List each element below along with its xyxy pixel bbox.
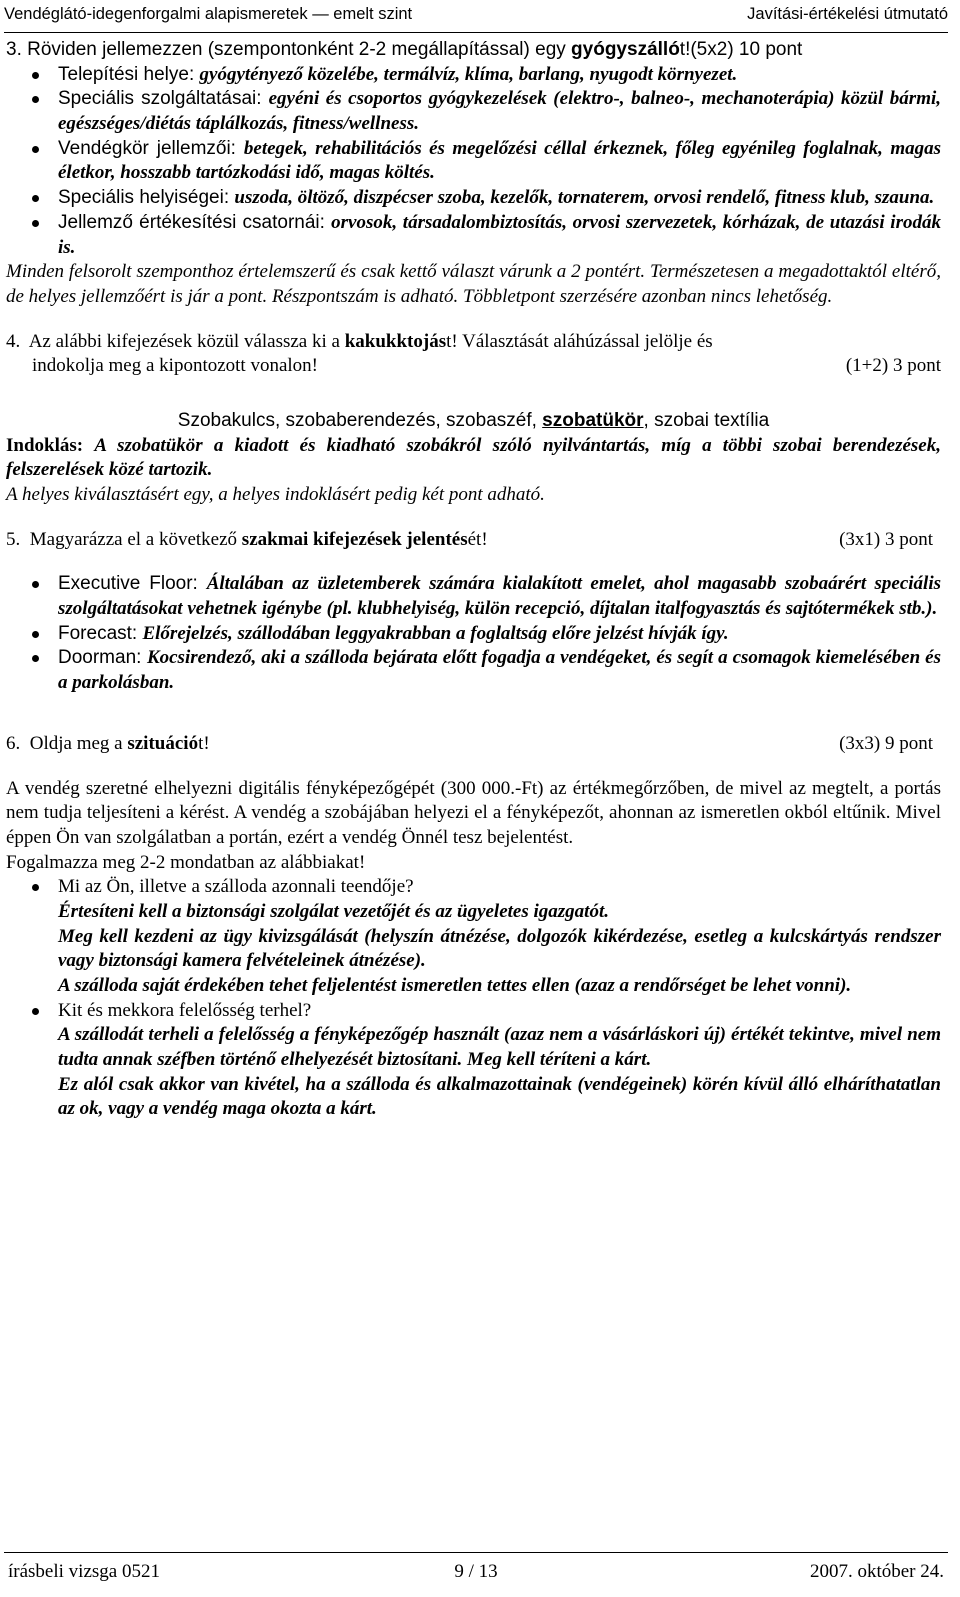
question-3-prompt: 3. Röviden jellemezzen (szempontonként 2-2 megállapítással) egy gyógyszállót!(5x2) 10 pont — [6, 39, 803, 60]
question-5-prompt: 5. Magyarázza el a következő szakmai kifejezések jelentését! (3x1) 3 pont — [6, 528, 941, 553]
question-6 — [6, 732, 941, 1122]
list-item: Telepítési helye: gyógytényező közelébe, termálvíz, klíma, barlang, nyugodt környezet. — [26, 63, 941, 88]
question-5 — [6, 528, 941, 696]
question-3-list — [26, 63, 941, 261]
question-5-list — [26, 572, 941, 695]
question-6-task: Fogalmazza meg 2-2 mondatban az alábbiakat! — [6, 851, 366, 873]
question-3-number: 3. — [6, 39, 22, 60]
question-6-list — [26, 875, 941, 1122]
question-4-reason: Indoklás: A szobatükör a kiadott és kiadható szobákról szóló nyilvántartás, míg a többi szobai berendezések, felszerelések közé tartozik. — [6, 434, 941, 481]
page-header — [4, 0, 948, 28]
question-4-line2: indokolja meg a kipontozott vonalon! (1+2) 3 pont — [6, 354, 941, 379]
question-3 — [6, 38, 941, 310]
list-item: Speciális szolgáltatásai: egyéni és csoportos gyógykezelések (elektro-, balneo-, mechanoterápia) közül bármi, egészséges/diétás táplálkozás, fitness/wellness. — [26, 87, 941, 136]
question-5-points: (3x1) 3 pont — [839, 528, 933, 550]
list-item: Speciális helyiségei: uszoda, öltöző, diszpécser szoba, kezelők, tornaterem, orvosi rendelő, fitness klub, szauna. — [26, 186, 941, 211]
question-6-number: 6. — [6, 732, 21, 754]
question-3-scoring-note: Minden felsorolt szemponthoz értelemszerű és csak kettő választ várunk a 2 pontért. Természetesen a megadottaktól eltérő, de helyes jellemzőért is jár a pont. Részpontszám is adható. Többletpont szerzésére azonban nincs lehetőség. — [6, 261, 941, 307]
list-item: Kit és mekkora felelősség terhel? A szállodát terheli a felelősség a fényképezőgép használt (azaz nem a vásárláskori új) értékét tekintve, mivel nem tudta annak széfben történő elhelyezését biztosítani. Meg kell téríteni a kárt. Ez alól csak akkor van kivétel, ha a szálloda és alkalmazottainak (vendégeinek) körén kívül álló elháríthatatlan az ok, vagy a vendég maga okozta a kárt. — [26, 999, 941, 1122]
question-4-options: Szobakulcs, szobaberendezés, szobaszéf, szobatükör, szobai textília — [177, 409, 770, 431]
question-4-number: 4. — [6, 330, 21, 352]
list-item: Vendégkör jellemzői: betegek, rehabilitációs és megelőzési céllal érkeznek, főleg egyénileg foglalnak, magas életkor, hosszabb tartózkodási idő, magas költés. — [26, 137, 941, 186]
list-item: Doorman: Kocsirendező, aki a szálloda bejárata előtt fogadja a vendégeket, és segít a csomagok kiemelésében és a parkolásban. — [26, 646, 941, 695]
footer-page-number: 9 / 13 — [454, 1561, 498, 1582]
question-5-number: 5. — [6, 528, 21, 550]
footer-exam-code: írásbeli vizsga 0521 — [8, 1561, 160, 1582]
list-item: Jellemző értékesítési csatornái: orvosok, társadalombiztosítás, orvosi szervezetek, kórházak, de utazási irodák is. — [26, 211, 941, 260]
header-guide-label: Javítási-értékelési útmutató — [747, 5, 948, 23]
page-footer — [8, 1560, 944, 1585]
list-item: Executive Floor: Általában az üzletemberek számára kialakított emelet, ahol magasabb szobaárért speciális szolgáltatásokat vehetnek igénybe (pl. klubhelyiség, külön recepció, díjtalan italfogyasztás és sajtótermékek stb.). — [26, 572, 941, 621]
question-4-points: (1+2) 3 pont — [845, 355, 941, 377]
question-4-keyword: kakukktojás — [344, 330, 447, 352]
footer-rule — [4, 1552, 948, 1553]
question-4 — [6, 330, 941, 508]
list-item: Mi az Ön, illetve a szálloda azonnali teendője? Értesíteni kell a biztonsági szolgálat vezetőjét és az ügyeletes igazgatót. Meg kell kezdeni az ügy kivizsgálását (helyszín átnézése, dolgozók kikérdezése, esetleg a kulcskártyás rendszer vagy biztonsági kamera felvételeinek átnézése). A szálloda saját érdekében tehet feljelentést ismeretlen tettes ellen (azaz a rendőrséget be lehet vonni). — [26, 875, 941, 998]
question-6-prompt: 6. Oldja meg a szituációt! (3x3) 9 pont — [6, 732, 941, 757]
question-4-scoring-note: A helyes kiválasztásért egy, a helyes indoklásért pedig két pont adható. — [6, 484, 545, 505]
question-6-subquestion: Mi az Ön, illetve a szálloda azonnali teendője? — [58, 876, 414, 898]
footer-date: 2007. október 24. — [809, 1561, 944, 1582]
question-6-subquestion: Kit és mekkora felelősség terhel? — [58, 999, 312, 1021]
question-6-keyword: szituáció — [127, 732, 199, 754]
document-body — [6, 38, 941, 1122]
question-3-keyword: gyógyszálló — [571, 39, 680, 60]
question-4-answer: szobatükör — [542, 409, 644, 431]
header-rule — [4, 32, 948, 33]
question-4-prompt: 4. Az alábbi kifejezések közül válassza ki a kakukktojást! Választását aláhúzással jelölje és — [6, 330, 713, 352]
question-6-situation: A vendég szeretné elhelyezni digitális fényképezőgépét (300 000.-Ft) az értékmegőrzőben, de mivel az megtelt, a portás nem tudja teljesíteni a kérést. A vendég a szobájában helyezi el a fényképezőt, ahonnan az ismeretlen okból eltűnik. Mivel éppen Ön van szolgálatban a portán, ezért a vendég Önnél tesz bejelentést. — [6, 777, 941, 848]
question-6-points: (3x3) 9 pont — [839, 732, 933, 754]
header-title: Vendéglátó-idegenforgalmi alapismeretek — emelt szint — [4, 5, 413, 23]
list-item: Forecast: Előrejelzés, szállodában leggyakrabban a foglaltság előre jelzést hívják így. — [26, 622, 941, 647]
question-5-keyword: szakmai kifejezések jelentés — [241, 528, 468, 550]
